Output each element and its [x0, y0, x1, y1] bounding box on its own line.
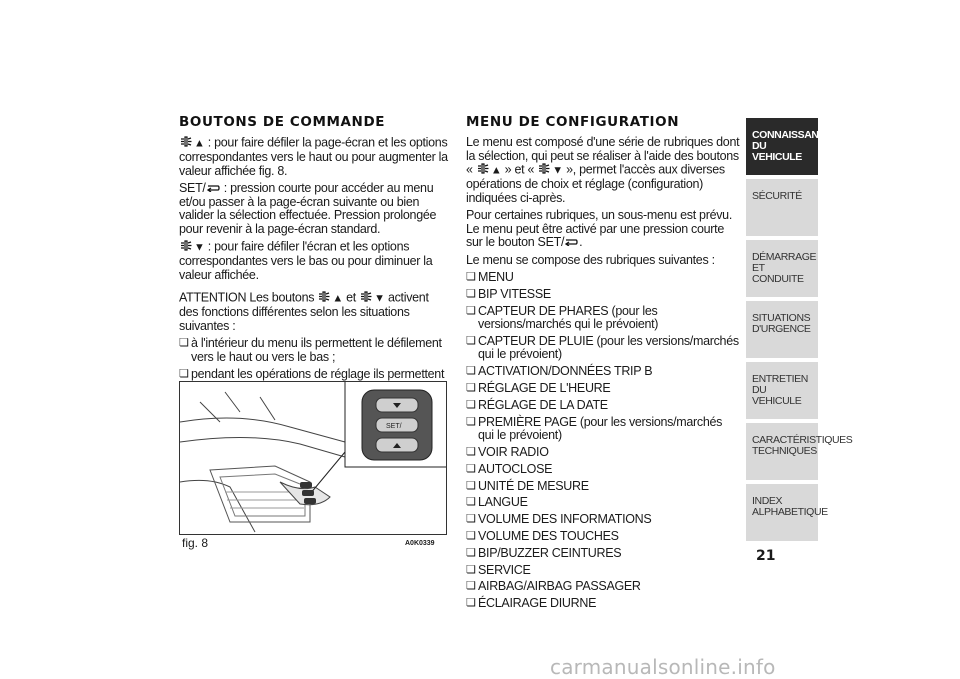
- dashboard-light-icon: [537, 163, 551, 178]
- section-heading-buttons: BOUTONS DE COMMANDE: [179, 114, 386, 130]
- tab-index-alphabetique[interactable]: INDEX ALPHABETIQUE: [746, 484, 818, 541]
- figure-control-buttons: [179, 381, 447, 535]
- return-arrow-icon: [564, 236, 578, 250]
- dashboard-light-icon: [359, 291, 373, 306]
- list-item: ❏ SERVICE: [466, 564, 741, 578]
- list-item: ❏ RÉGLAGE DE LA DATE: [466, 399, 741, 413]
- dashboard-light-icon: [179, 240, 193, 255]
- list-item: ❏ ACTIVATION/DONNÉES TRIP B: [466, 365, 741, 379]
- list-item: ❏ CAPTEUR DE PLUIE (pour les versions/marchés qui le prévoient): [466, 335, 741, 362]
- tab-securite[interactable]: SÉCURITÉ: [746, 179, 818, 236]
- tab-entretien-du-vehicule[interactable]: ENTRETIEN DU VEHICULE: [746, 362, 818, 419]
- paragraph-up-button: ▲ : pour faire défiler la page-écran et les options correspondantes vers le haut ou pour augmenter la valeur affichée fig. 8.: [179, 135, 448, 178]
- triangle-up-icon: ▲: [332, 292, 343, 305]
- triangle-up-icon: ▲: [194, 137, 205, 150]
- list-item: ❏ VOLUME DES TOUCHES: [466, 530, 741, 544]
- triangle-down-icon: ▼: [194, 241, 205, 254]
- paragraph-menu-intro: Le menu est composé d'une série de rubriques dont la sélection, qui peut se réaliser à l'aide des boutons « ▲ » et « ▼ », permet l'accès aux diverses opérations de choix et réglage (configuration) indiquées ci-après.: [466, 135, 740, 205]
- paragraph-set-button: SET/ : pression courte pour accéder au menu et/ou passer à la page-écran suivante ou bien valider la sélection effectuée. Pression prolongée pour revenir à la page-écran standard.: [179, 181, 437, 236]
- list-item: ❏ pendant les opérations de réglage ils permettent: [179, 368, 451, 395]
- paragraph-submenu: Pour certaines rubriques, un sous-menu est prévu. Le menu peut être activé par une pression courte sur le bouton SET/ .: [466, 208, 733, 250]
- dashboard-light-icon: [317, 291, 331, 306]
- tab-connaissance-du-vehicule[interactable]: CONNAISSANCE DU VEHICULE: [746, 118, 818, 175]
- list-item: ❏ BIP/BUZZER CEINTURES: [466, 547, 741, 561]
- triangle-down-icon: ▼: [374, 292, 385, 305]
- list-item: ❏ AIRBAG/AIRBAG PASSAGER: [466, 580, 741, 594]
- paragraph-menu-composition: Le menu se compose des rubriques suivantes :: [466, 252, 715, 267]
- list-item: ❏ VOLUME DES INFORMATIONS: [466, 513, 741, 527]
- set-button-label: SET/: [386, 423, 402, 430]
- list-item: ❏ MENU: [466, 271, 741, 285]
- return-arrow-icon: [206, 182, 220, 196]
- door-panel-illustration: [180, 382, 446, 534]
- triangle-up-icon: ▲: [490, 164, 502, 177]
- list-item: ❏ CAPTEUR DE PHARES (pour les versions/marchés qui le prévoient): [466, 305, 741, 332]
- list-item: ❏ VOIR RADIO: [466, 446, 741, 460]
- list-item: ❏ BIP VITESSE: [466, 288, 741, 302]
- list-item: ❏ à l'intérieur du menu ils permettent le défilement vers le haut ou vers le bas ;: [179, 337, 451, 364]
- tab-situations-d-urgence[interactable]: SITUATIONS D'URGENCE: [746, 301, 818, 358]
- watermark: carmanualsonline.info: [550, 655, 776, 679]
- right-column: [466, 114, 741, 614]
- paragraph-attention: ATTENTION Les boutons ▲ et ▼ activent des fonctions différentes selon les situations suivantes :: [179, 290, 429, 333]
- list-item: ❏ RÉGLAGE DE L'HEURE: [466, 382, 741, 396]
- dashboard-light-icon: [179, 136, 193, 151]
- list-item: ❏ UNITÉ DE MESURE: [466, 480, 741, 494]
- left-column: [179, 114, 451, 399]
- list-item: ❏ AUTOCLOSE: [466, 463, 741, 477]
- dashboard-light-icon: [476, 163, 490, 178]
- page-number: 21: [756, 548, 776, 564]
- tab-caracteristiques-techniques[interactable]: CARACTÉRISTIQUES TECHNIQUES: [746, 423, 818, 480]
- figure-code: A0K0339: [405, 540, 435, 547]
- menu-items-list: [466, 271, 741, 611]
- list-item: ❏ ÉCLAIRAGE DIURNE: [466, 597, 741, 611]
- figure-caption: fig. 8: [182, 536, 209, 550]
- list-item: ❏ LANGUE: [466, 496, 741, 510]
- list-item: ❏ PREMIÈRE PAGE (pour les versions/marchés qui le prévoient): [466, 416, 741, 443]
- control-buttons-closeup: [362, 390, 432, 460]
- paragraph-down-button: ▼ : pour faire défiler l'écran et les options correspondantes vers le bas ou pour diminuer la valeur affichée.: [179, 239, 433, 282]
- section-heading-menu: MENU DE CONFIGURATION: [466, 114, 680, 130]
- triangle-down-icon: ▼: [552, 164, 563, 177]
- tab-demarrage-et-conduite[interactable]: DÉMARRAGE ET CONDUITE: [746, 240, 818, 297]
